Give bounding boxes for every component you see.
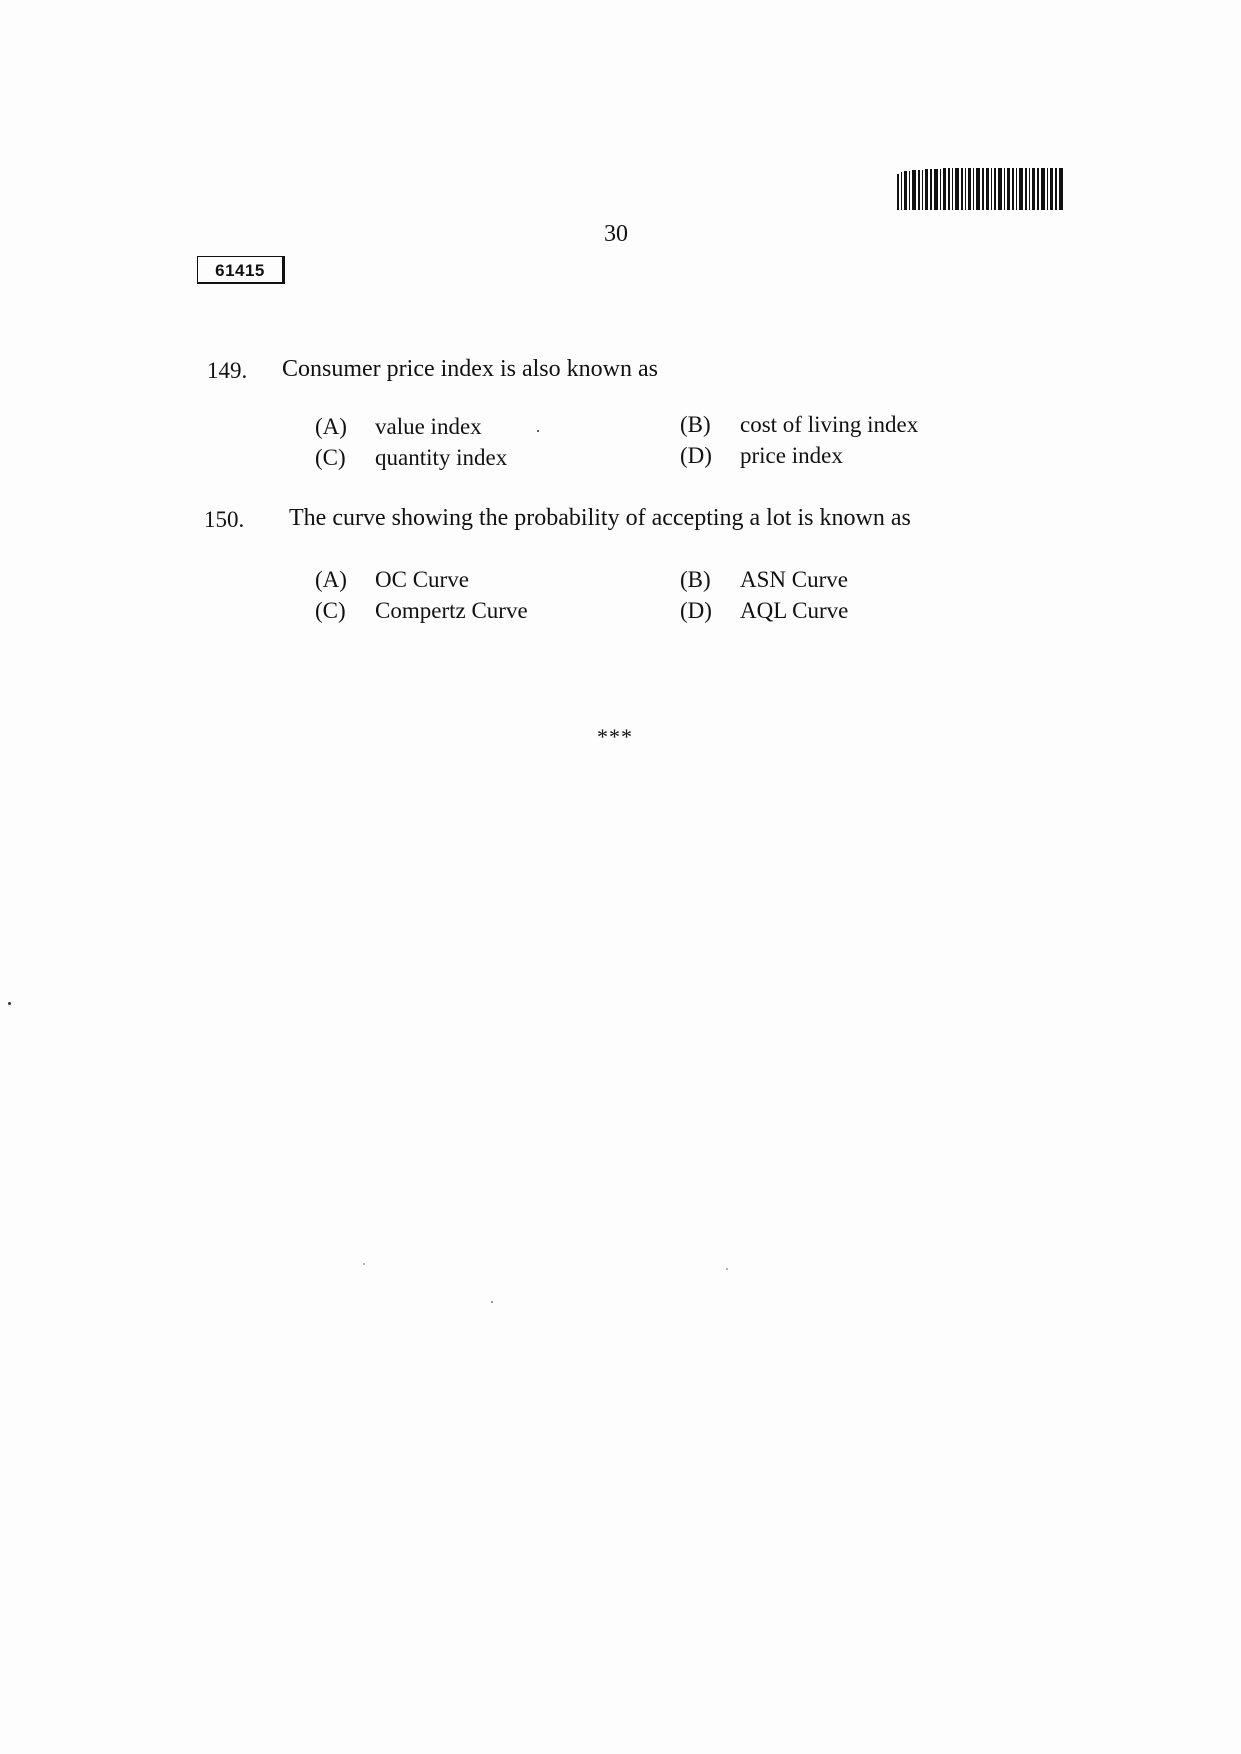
option-letter: (B) — [680, 567, 711, 592]
scan-speck — [537, 430, 539, 432]
end-of-paper-mark: *** — [597, 724, 633, 749]
option-text: quantity index — [375, 445, 508, 470]
question-number: 150. — [204, 507, 245, 532]
option-a — [315, 567, 469, 593]
option-b — [680, 567, 848, 593]
paper-code-box: 61415 — [197, 256, 285, 284]
option-text: Compertz Curve — [375, 598, 528, 623]
option-b — [680, 412, 918, 438]
option-letter: (D) — [680, 598, 712, 623]
option-text: ASN Curve — [740, 567, 848, 592]
option-text: cost of living index — [740, 412, 919, 437]
barcode-image — [897, 168, 1065, 212]
scan-speck — [363, 1263, 365, 1265]
option-letter: (C) — [315, 445, 346, 470]
option-text: OC Curve — [375, 567, 469, 592]
option-letter: (D) — [680, 443, 712, 468]
option-text: AQL Curve — [740, 598, 849, 623]
option-d — [680, 598, 848, 624]
option-c — [315, 445, 507, 471]
option-letter: (B) — [680, 412, 711, 437]
option-a — [315, 414, 482, 440]
page-number: 30 — [604, 221, 628, 247]
question-text: The curve showing the probability of accepting a lot is known as — [289, 505, 911, 531]
option-letter: (A) — [315, 414, 347, 439]
option-d — [680, 443, 843, 469]
scan-speck — [8, 1002, 11, 1005]
scan-speck — [726, 1268, 728, 1270]
scan-speck — [491, 1301, 493, 1303]
option-text: price index — [740, 443, 843, 468]
question-number: 149. — [207, 358, 248, 383]
option-text: value index — [375, 414, 482, 439]
option-letter: (C) — [315, 598, 346, 623]
option-c — [315, 598, 528, 624]
question-text: Consumer price index is also known as — [282, 356, 658, 382]
option-letter: (A) — [315, 567, 347, 592]
